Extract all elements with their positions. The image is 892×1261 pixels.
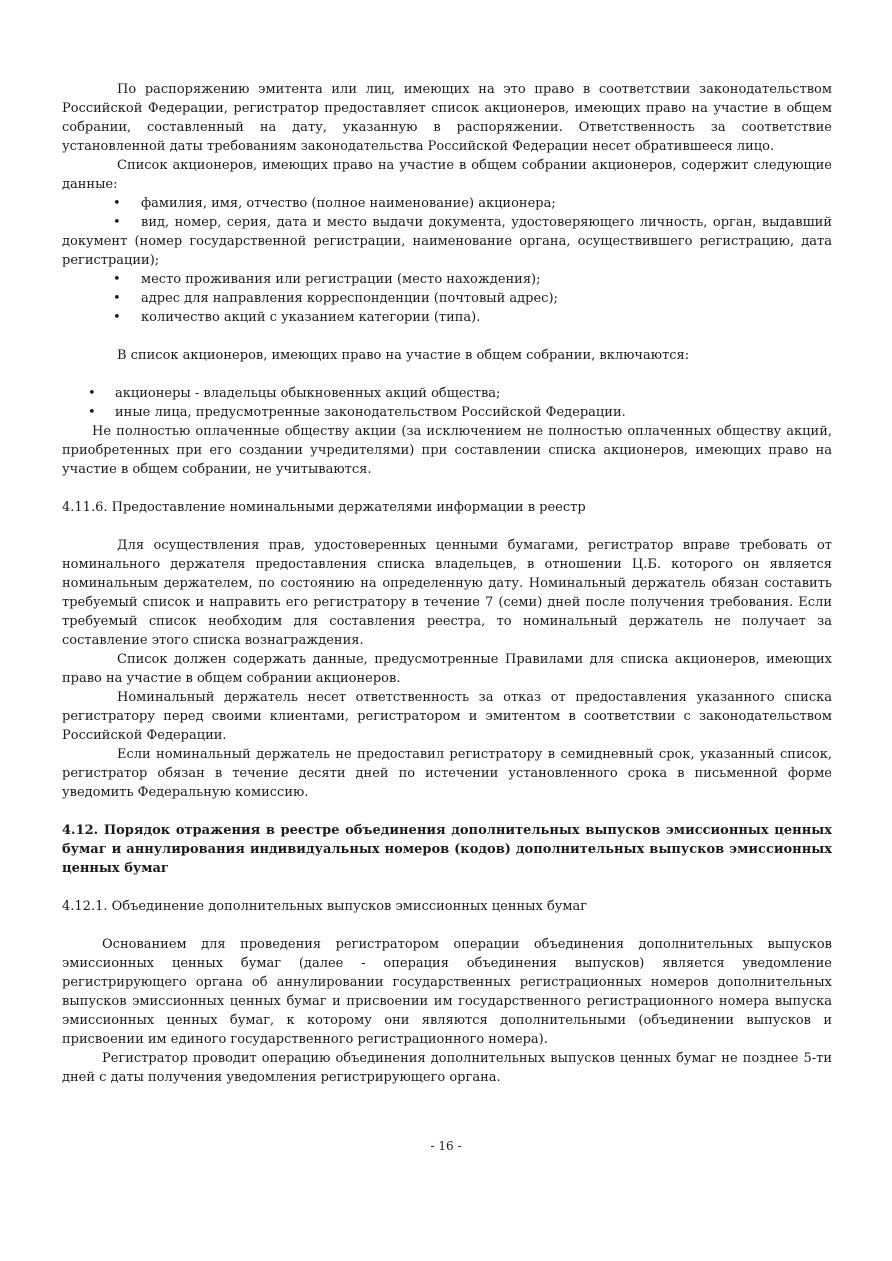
paragraph: Регистратор проводит операцию объединения дополнительных выпусков ценных бумаг не позднее 5-ти дней с даты получения уведомления регистрирующего органа. [62, 1051, 832, 1085]
spacer [62, 802, 832, 821]
list-item: • адрес для направления корреспонденции (почтовый адрес); [62, 289, 832, 308]
spacer [62, 479, 832, 498]
paragraph: Список акционеров, имеющих право на участие в общем собрании акционеров, содержит следующие данные: [62, 158, 832, 192]
list-item: • фамилия, имя, отчество (полное наименование) акционера; [62, 194, 832, 213]
paragraph: Список должен содержать данные, предусмотренные Правилами для списка акционеров, имеющих право на участие в общем собрании акционеров. [62, 652, 832, 686]
paragraph: Если номинальный держатель не предоставил регистратору в семидневный срок, указанный список, регистратор обязан в течение десяти дней по истечении установленного срока в письменной форме уведомить Федеральную комиссию. [62, 747, 832, 800]
subsection-heading: 4.12.1. Объединение дополнительных выпусков эмиссионных ценных бумаг [62, 899, 588, 914]
paragraph: В список акционеров, имеющих право на участие в общем собрании, включаются: [117, 348, 690, 363]
page-content [62, 80, 832, 1087]
spacer [62, 916, 832, 935]
list-item: • количество акций с указанием категории (типа). [62, 308, 832, 327]
spacer [62, 365, 832, 384]
section-heading: 4.12. Порядок отражения в реестре объединения дополнительных выпусков эмиссионных ценных бумаг и аннулирования индивидуальных номеров (кодов) дополнительных выпусков эмиссионных ценных бумаг [62, 823, 832, 876]
list-item: • вид, номер, серия, дата и место выдачи документа, удостоверяющего личность, орган, выдавший документ (номер государственной регистрации, наименование органа, осуществившего регистрацию, дата регистрации); [62, 213, 832, 270]
paragraph: Не полностью оплаченные обществу акции (за исключением не полностью оплаченных обществу акций, приобретенных при его создании учредителями) при составлении списка акционеров, имеющих право на участие в общем собрании, не учитываются. [62, 424, 832, 477]
list-item: • место проживания или регистрации (место нахождения); [62, 270, 832, 289]
paragraph: Номинальный держатель несет ответственность за отказ от предоставления указанного списка регистратору перед своими клиентами, регистратором и эмитентом в соответствии с законодательством Российской Федерации. [62, 690, 832, 743]
spacer [62, 327, 832, 346]
bullet-list [62, 194, 832, 327]
paragraph: Основанием для проведения регистратором операции объединения дополнительных выпусков эмиссионных ценных бумаг (далее - операция объединения выпусков) является уведомление регистрирующего органа об аннулировании государственных регистрационных номеров дополнительных выпусков эмиссионных ценных бумаг и присвоении им государственного регистрационного номера выпуска эмиссионных ценных бумаг, к которому они являются дополнительными (объединении выпусков и присвоении им единого государственного регистрационного номера). [62, 937, 832, 1047]
spacer [62, 517, 832, 536]
paragraph: По распоряжению эмитента или лиц, имеющих на это право в соответствии законодательством Российской Федерации, регистратор предоставляет список акционеров, имеющих право на участие в общем собрании, составленный на дату, указанную в распоряжении. Ответственность за соответствие установленной даты требованиям законодательства Российской Федерации несет обратившееся лицо. [62, 82, 832, 154]
section-heading: 4.11.6. Предоставление номинальными держателями информации в реестр [62, 500, 586, 515]
list-item: • акционеры - владельцы обыкновенных акций общества; [62, 384, 832, 403]
list-item: • иные лица, предусмотренные законодательством Российской Федерации. [62, 403, 832, 422]
page-number: - 16 - [430, 1139, 462, 1153]
paragraph: Для осуществления прав, удостоверенных ценными бумагами, регистратор вправе требовать от номинального держателя предоставления списка владельцев, в отношении Ц.Б. которого он является номинальным держателем, по состоянию на определенную дату. Номинальный держатель обязан составить требуемый список и направить его регистратору в течение 7 (семи) дней после получения требования. Если требуемый список необходим для составления реестра, то номинальный держатель не получает за составление этого списка вознаграждения. [62, 538, 832, 648]
spacer [62, 878, 832, 897]
bullet-list [62, 384, 832, 422]
